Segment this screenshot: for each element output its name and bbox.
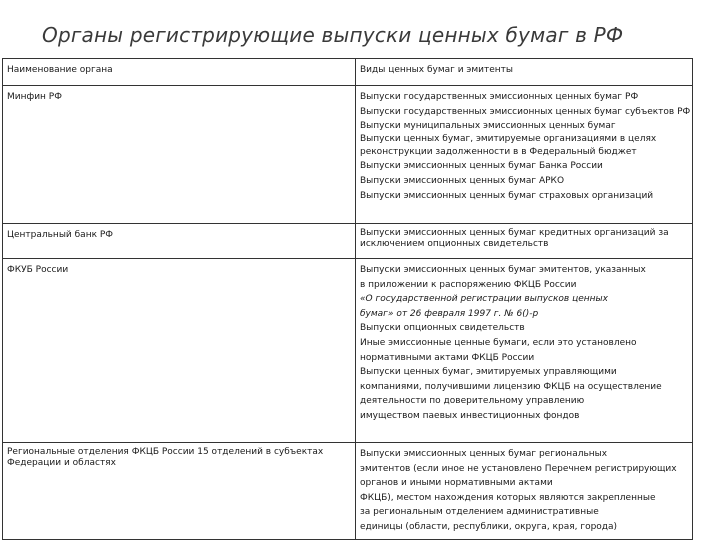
- type-line: единицы (области, республики, округа, края, города): [360, 521, 618, 532]
- organ-name: Региональные отделения ФКЦБ России 15 отделений в субъектах: [7, 447, 324, 457]
- table-row: [3, 259, 693, 443]
- organ-name: Федерации и областях: [7, 458, 116, 468]
- type-line: «О государственной регистрации выпусков ценных: [360, 294, 608, 305]
- type-line: органов и иными нормативными актами: [360, 478, 553, 489]
- type-line: Иные эмиссионные ценные бумаги, если это установлено: [360, 337, 637, 348]
- type-line: Выпуски эмиссионных ценных бумаг АРКО: [360, 175, 565, 186]
- type-line: Выпуски ценных бумаг, эмитируемых управляющими: [360, 367, 617, 378]
- type-line: Выпуски государственных эмиссионных ценных бумаг субъектов РФ: [360, 106, 691, 117]
- type-line: Выпуски эмиссионных ценных бумаг эмитентов, указанных: [360, 265, 646, 275]
- organ-cell: [3, 443, 356, 540]
- type-line: реконструкции задолженности в в Федеральный бюджет: [360, 146, 637, 157]
- types-cell: [356, 86, 693, 224]
- type-line: компаниями, получившими лицензию ФКЦБ на осуществление: [360, 381, 662, 392]
- type-line: ФКЦБ), местом нахождения которых являются закрепленные: [360, 492, 656, 503]
- type-line: эмитентов (если иное не установлено Перечнем регистрирующих: [360, 463, 677, 474]
- page-title: Органы регистрирующие выпуски ценных бумаг в РФ: [42, 23, 624, 47]
- types-cell: [356, 224, 693, 259]
- type-line: Выпуски государственных эмиссионных ценных бумаг РФ: [360, 92, 639, 102]
- organ-cell: [3, 86, 356, 224]
- type-line: за региональным отделением административные: [360, 507, 599, 518]
- table-row: [3, 224, 693, 259]
- table-row: [3, 443, 693, 540]
- organ-name: Центральный банк РФ: [7, 230, 114, 240]
- type-line: деятельности по доверительному управлению: [360, 396, 585, 407]
- registration-bodies-table: [2, 58, 693, 540]
- type-line: имуществом паевых инвестиционных фондов: [360, 410, 580, 421]
- organ-cell: [3, 259, 356, 443]
- organ-name: ФКУБ России: [7, 265, 69, 275]
- table-row: [3, 86, 693, 224]
- type-line: Выпуски эмиссионных ценных бумаг страховых организаций: [360, 190, 654, 201]
- type-line: Выпуски эмиссионных ценных бумаг Банка России: [360, 161, 603, 172]
- type-line: Выпуски эмиссионных ценных бумаг кредитных организаций за: [360, 228, 669, 238]
- types-cell: [356, 259, 693, 443]
- type-line: исключением опционных свидетельств: [360, 239, 549, 249]
- table-header-row: [3, 59, 693, 86]
- types-cell: [356, 443, 693, 540]
- type-line: Выпуски эмиссионных ценных бумаг региональных: [360, 449, 608, 459]
- type-line: бумаг» от 26 февраля 1997 г. № 6()-р: [360, 308, 539, 319]
- type-line: Выпуски ценных бумаг, эмитируемые организациями в целях: [360, 133, 657, 144]
- organ-cell: [3, 224, 356, 259]
- header-security-types: Виды ценных бумаг и эмитенты: [356, 59, 693, 86]
- type-line: Выпуски муниципальных эмиссионных ценных бумаг: [360, 121, 616, 132]
- organ-name: Минфин РФ: [7, 92, 62, 102]
- type-line: нормативными актами ФКЦБ России: [360, 352, 535, 363]
- type-line: в приложении к распоряжению ФКЦБ России: [360, 279, 577, 290]
- header-organ: Наименование органа: [3, 59, 356, 86]
- type-line: Выпуски опционных свидетельств: [360, 323, 525, 334]
